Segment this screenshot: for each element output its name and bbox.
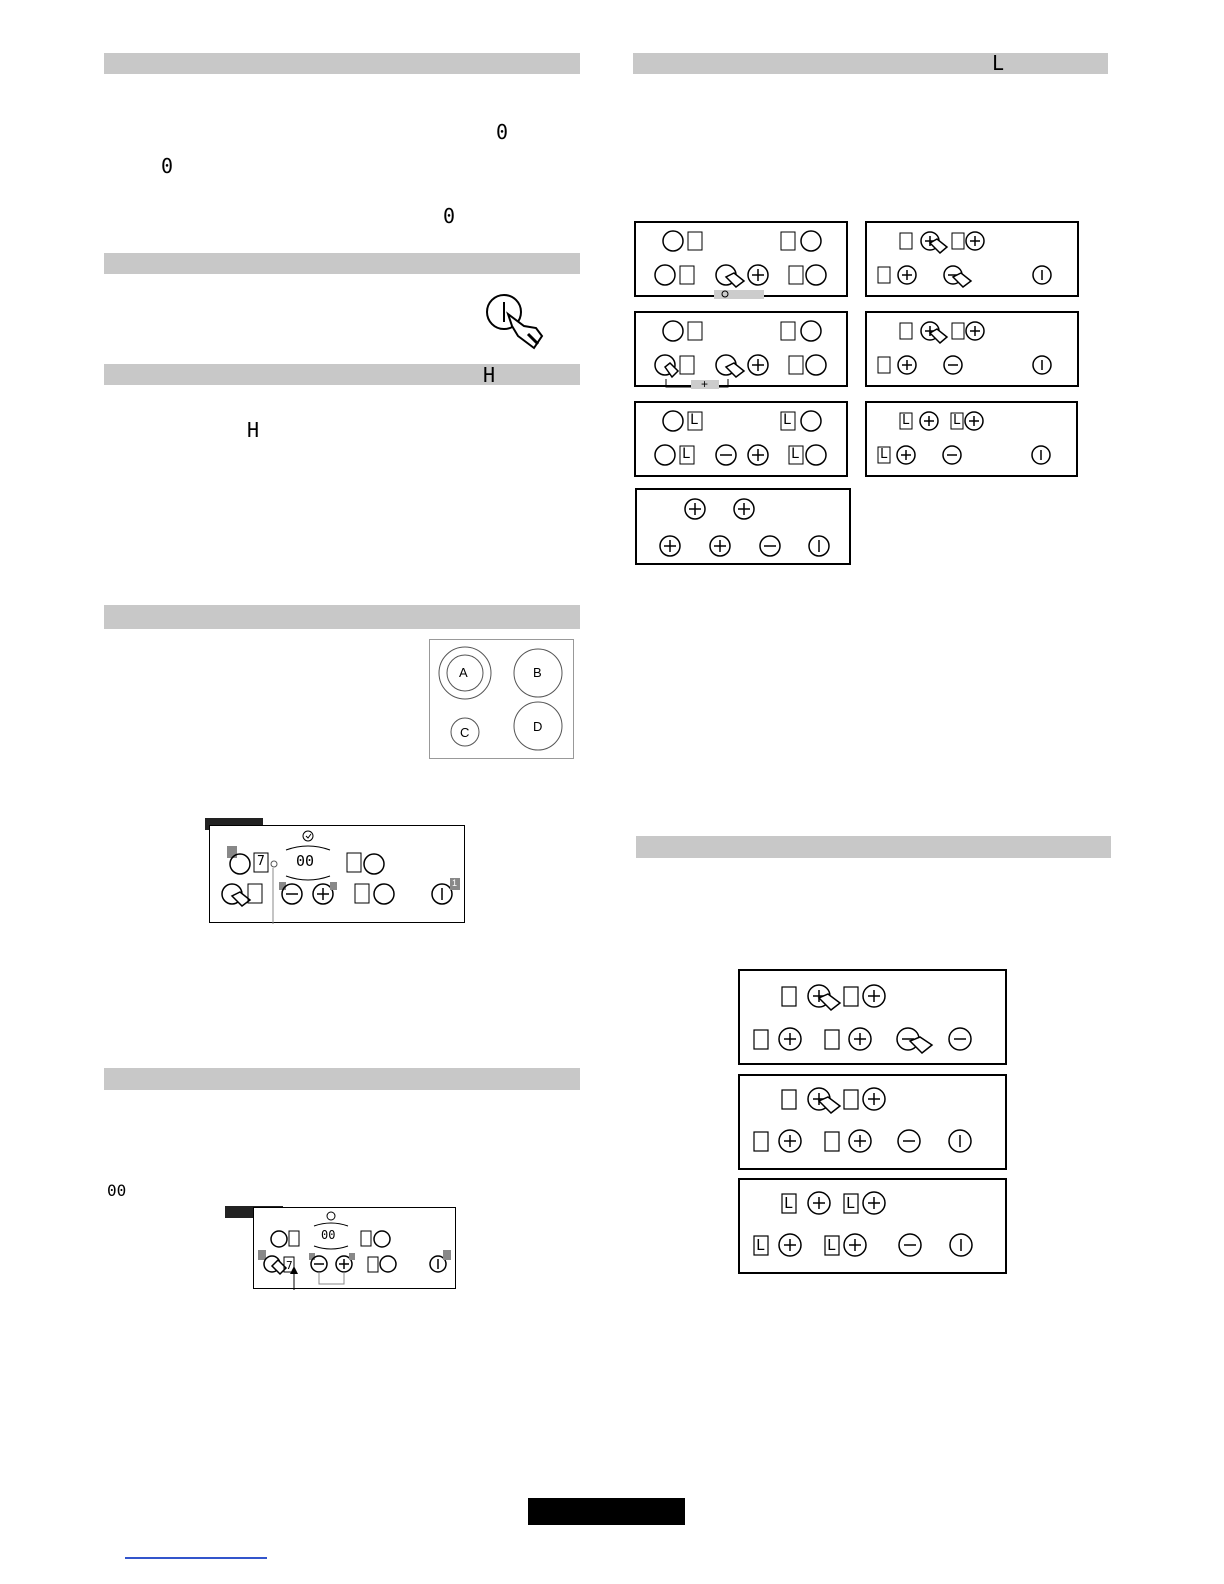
timer-zero-text: 00 (107, 1181, 127, 1200)
page-footer-bar (528, 1498, 685, 1525)
section-header-bar (636, 836, 1111, 858)
header-h-symbol: H (483, 363, 496, 387)
lock-display: L (783, 412, 792, 428)
lock-step-panel (634, 221, 848, 297)
combined-press-plus-label: + (701, 377, 709, 391)
panel-level-display: 7 (257, 854, 265, 869)
power-button-press-icon (484, 292, 548, 352)
lock-step-panel (865, 221, 1079, 297)
lock-display: L (784, 1194, 794, 1212)
zone-label-c: C (460, 725, 470, 740)
section-header-bar (104, 364, 580, 385)
display-zero-symbol: 0 (443, 204, 456, 228)
header-lock-symbol: L (992, 51, 1005, 75)
lock-step-panel (865, 311, 1079, 387)
control-panel-illustration (209, 825, 465, 923)
panel-power-level-one: 1 (452, 878, 458, 888)
lock-display: L (846, 1194, 856, 1212)
panel-timer-display: 00 (321, 1228, 336, 1242)
lock-display: L (880, 447, 888, 462)
section-header-bar (104, 1068, 580, 1090)
lock-display: L (953, 413, 961, 428)
panel-level-display: 7 (286, 1259, 293, 1272)
lock-display: L (682, 446, 691, 462)
section-header-bar (104, 253, 580, 274)
lock-display: L (902, 413, 910, 428)
lock-step-panel (635, 488, 851, 565)
zone-label-a: A (459, 665, 468, 680)
panel-timer-display: 00 (296, 852, 315, 870)
cooking-zones-diagram (429, 639, 574, 759)
section-header-bar (104, 53, 580, 74)
lock-display: L (690, 412, 699, 428)
lock-display: L (791, 446, 800, 462)
zone-label-b: B (533, 665, 542, 680)
lock-step-panel (634, 401, 848, 477)
lock-step-panel (865, 401, 1078, 477)
section-header-bar (633, 53, 1108, 74)
display-zero-symbol: 0 (496, 120, 509, 144)
display-zero-symbol: 0 (161, 154, 174, 178)
section-header-bar (104, 605, 580, 629)
zone-label-d: D (533, 719, 543, 734)
lock-display: L (827, 1236, 837, 1254)
unlock-step-panel (738, 1074, 1007, 1170)
display-h-symbol: H (247, 418, 260, 442)
lock-display: L (756, 1236, 766, 1254)
unlock-step-panel (738, 969, 1007, 1065)
footer-link-underline[interactable] (125, 1557, 267, 1559)
unlock-step-panel (738, 1178, 1007, 1274)
control-panel-illustration (253, 1207, 456, 1289)
lock-step-panel (634, 311, 848, 391)
